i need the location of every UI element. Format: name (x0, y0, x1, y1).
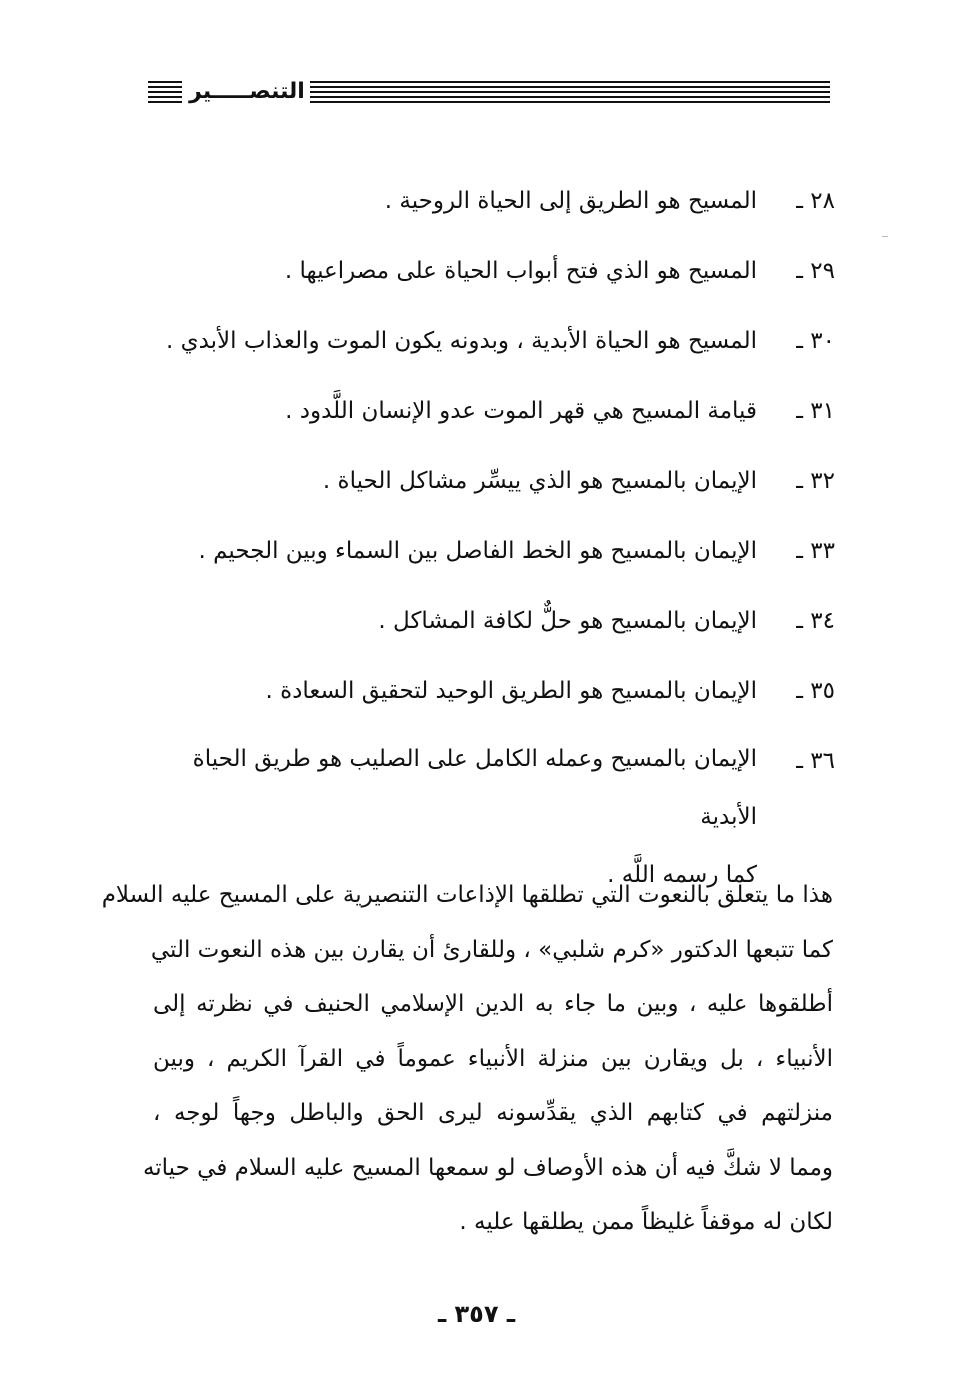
list-item-number: ٣٢ ـ (796, 468, 835, 494)
paragraph-line: ومما لا شكَّ فيه أن هذه الأوصاف لو سمعها المسيح عليه السلام في حياته (142, 1154, 833, 1181)
list-item-number: ٣٣ ـ (796, 538, 835, 564)
list-item (135, 520, 835, 590)
list-item-text: المسيح هو الطريق إلى الحياة الروحية . (384, 188, 757, 214)
list-item-number: ٢٩ ـ (796, 258, 835, 284)
paragraph-line: الأنبياء ، بل ويقارن بين منزلة الأنبياء عموماً في القرآ الكريم ، وبين (153, 1045, 833, 1072)
list-item-number: ٣٦ ـ (796, 748, 835, 774)
page-header (148, 78, 830, 106)
list-item-text: المسيح هو الذي فتح أبواب الحياة على مصراعيها . (284, 258, 757, 284)
list-item-line: كما رسمه اللَّه . (607, 862, 757, 888)
list-item (135, 450, 835, 520)
list-item-text: المسيح هو الحياة الأبدية ، وبدونه يكون الموت والعذاب الأبدي . (165, 328, 757, 354)
list-item-text: الإيمان بالمسيح هو حلٌّ لكافة المشاكل . (378, 608, 757, 634)
list-item (135, 170, 835, 240)
paragraph-line: لكان له موقفاً غليظاً ممن يطلقها عليه . (459, 1209, 833, 1235)
list-item-number: ٣٥ ـ (796, 678, 835, 704)
list-item-number: ٣٠ ـ (796, 328, 835, 354)
list-item-number: ٣١ ـ (796, 398, 835, 424)
list-item (135, 240, 835, 310)
page-number: ـ ٣٥٧ ـ (437, 1300, 516, 1328)
list-item-text: الإيمان بالمسيح هو الخط الفاصل بين السماء وبين الجحيم . (198, 538, 757, 564)
scan-mark (882, 236, 888, 237)
list-item (135, 590, 835, 660)
list-item (135, 380, 835, 450)
paragraph-line: أطلقوها عليه ، وبين ما جاء به الدين الإسلامي الحنيف في نظرته إلى (153, 991, 833, 1017)
header-rule-left (148, 81, 182, 103)
list-item-text: قيامة المسيح هي قهر الموت عدو الإنسان اللَّدود . (285, 398, 757, 424)
list-item-line: الإيمان بالمسيح وعمله الكامل على الصليب هو طريق الحياة الأبدية (192, 746, 757, 830)
body-paragraph (101, 868, 833, 1250)
header-title: التنصـــــير (189, 79, 305, 104)
list-item-number: ٢٨ ـ (796, 188, 835, 214)
list-item-text: الإيمان بالمسيح هو الذي ييسِّر مشاكل الحياة . (322, 468, 757, 494)
list-item-number: ٣٤ ـ (796, 608, 835, 634)
list-item-text: الإيمان بالمسيح هو الطريق الوحيد لتحقيق السعادة . (265, 678, 757, 704)
list-item (135, 660, 835, 730)
numbered-list (135, 170, 835, 904)
list-item (135, 310, 835, 380)
paragraph-line: هذا ما يتعلق بالنعوت التي تطلقها الإذاعات التنصيرية على المسيح عليه السلام (101, 882, 833, 908)
header-rule-right (310, 81, 830, 103)
paragraph-line: منزلتهم في كتابهم الذي يقدِّسونه ليرى الحق والباطل وجهاً لوجه ، (153, 1100, 833, 1126)
paragraph-line: كما تتبعها الدكتور «كرم شلبي» ، وللقارئ أن يقارن بين هذه النعوت التي (150, 936, 833, 963)
